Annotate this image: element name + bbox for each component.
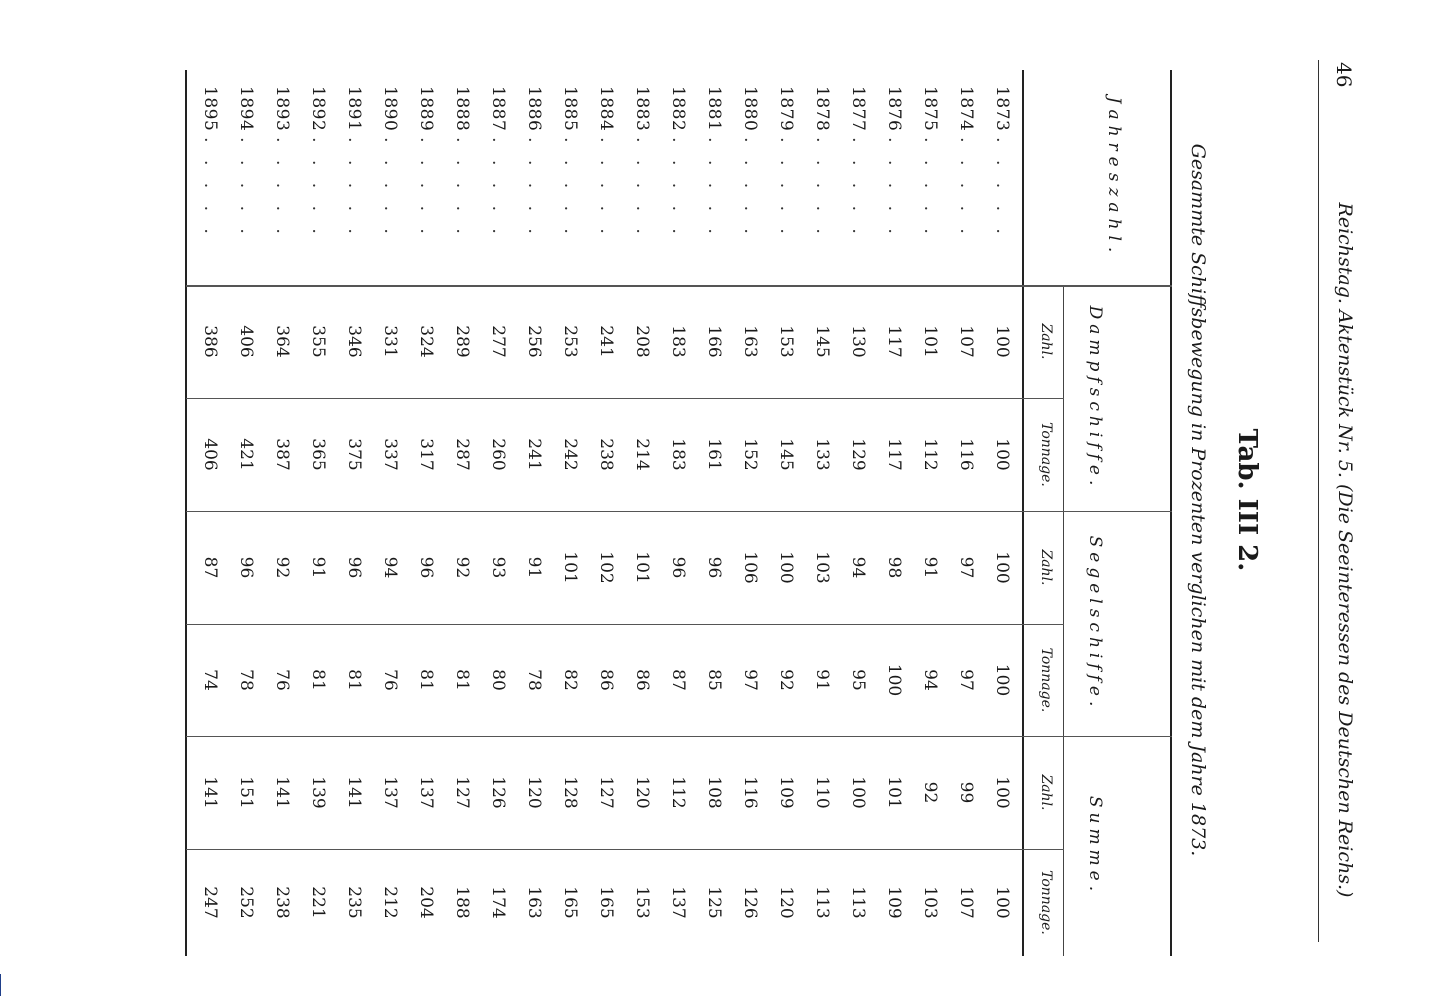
sail-count-cell: 100 [992, 551, 1012, 584]
steam-count-cell: 277 [488, 325, 508, 358]
year-cell [992, 70, 1012, 285]
sail-tonnage-cell: 76 [380, 669, 400, 691]
sail-count-cell: 102 [596, 551, 616, 584]
sail-tonnage-cell: 86 [596, 669, 616, 691]
subheader-sail-tonnage: Tonnage. [1038, 647, 1054, 713]
leader-dots: . . . . . [236, 137, 256, 240]
steam-count-cell: 241 [596, 325, 616, 358]
header-sailing-ships: Segelschiffe. [1085, 535, 1105, 712]
leader-dots: . . . . . [560, 137, 580, 240]
sum-tonnage-cell: 100 [992, 886, 1012, 919]
sum-tonnage-cell: 238 [272, 886, 292, 919]
sum-count-cell: 141 [344, 776, 364, 809]
sum-tonnage-cell: 204 [416, 886, 436, 919]
sum-tonnage-cell: 109 [884, 886, 904, 919]
sail-count-cell: 106 [740, 551, 760, 584]
leader-dots: . . . . . [596, 137, 616, 240]
sum-tonnage-cell: 235 [344, 886, 364, 919]
year-value: 1877 [848, 86, 868, 132]
sail-count-cell: 98 [884, 556, 904, 579]
steam-count-cell: 117 [884, 325, 904, 358]
steam-tonnage-cell: 183 [668, 438, 688, 471]
subheader-steam-count: Zahl. [1038, 323, 1054, 360]
sail-tonnage-cell: 87 [668, 669, 688, 691]
year-value: 1892 [308, 86, 328, 132]
sum-tonnage-cell: 212 [380, 886, 400, 919]
steam-count-cell: 364 [272, 325, 292, 358]
year-value: 1891 [344, 86, 364, 132]
year-cell [812, 70, 832, 285]
sail-tonnage-cell: 78 [524, 669, 544, 691]
leader-dots: . . . . . [308, 137, 328, 240]
year-cell [380, 70, 400, 285]
table-bottom-rule [185, 70, 187, 956]
table-title: Tab. III 2. [1232, 428, 1262, 572]
table-row [408, 70, 444, 956]
sum-count-cell: 128 [560, 776, 580, 809]
year-cell [776, 70, 796, 285]
sum-count-cell: 101 [884, 776, 904, 809]
sail-tonnage-cell: 80 [488, 669, 508, 691]
sail-count-cell: 101 [560, 551, 580, 584]
sail-count-cell: 96 [344, 556, 364, 579]
sum-tonnage-cell: 113 [848, 886, 868, 919]
sail-tonnage-cell: 81 [452, 669, 472, 691]
year-cell [560, 70, 580, 285]
year-cell [956, 70, 976, 285]
sum-tonnage-cell: 174 [488, 886, 508, 919]
steam-count-cell: 253 [560, 325, 580, 358]
table-row [876, 70, 912, 956]
leader-dots: . . . . . [920, 137, 940, 240]
leader-dots: . . . . . [740, 137, 760, 240]
sum-tonnage-cell: 120 [776, 886, 796, 919]
header-sum: Summe. [1085, 795, 1105, 897]
table-row [372, 70, 408, 956]
year-cell [344, 70, 364, 285]
sum-tonnage-cell: 247 [200, 886, 220, 919]
sum-count-cell: 120 [524, 776, 544, 809]
table-row [624, 70, 660, 956]
steam-tonnage-cell: 117 [884, 438, 904, 471]
sum-count-cell: 108 [704, 776, 724, 809]
steam-count-cell: 208 [632, 325, 652, 358]
sail-tonnage-cell: 97 [956, 669, 976, 691]
leader-dots: . . . . . [488, 137, 508, 240]
sum-count-cell: 137 [416, 776, 436, 809]
group-header-rule [1063, 285, 1064, 956]
year-value: 1874 [956, 86, 976, 132]
leader-dots: . . . . . [524, 137, 544, 240]
steam-tonnage-cell: 287 [452, 438, 472, 471]
year-value: 1889 [416, 86, 436, 132]
sum-count-cell: 99 [956, 781, 976, 804]
year-value: 1873 [992, 86, 1012, 132]
sum-count-cell: 112 [668, 776, 688, 809]
leader-dots: . . . . . [812, 137, 832, 240]
year-cell [272, 70, 292, 285]
sail-tonnage-cell: 82 [560, 669, 580, 691]
sail-tonnage-cell: 81 [344, 669, 364, 691]
year-value: 1875 [920, 86, 940, 132]
sail-count-cell: 94 [380, 556, 400, 579]
steam-count-cell: 324 [416, 325, 436, 358]
sum-count-cell: 120 [632, 776, 652, 809]
table-row [264, 70, 300, 956]
sum-tonnage-cell: 103 [920, 886, 940, 919]
sail-count-cell: 96 [236, 556, 256, 579]
table-row [912, 70, 948, 956]
leader-dots: . . . . . [344, 137, 364, 240]
sail-tonnage-cell: 74 [200, 669, 220, 691]
steam-count-cell: 331 [380, 325, 400, 358]
steam-tonnage-cell: 145 [776, 438, 796, 471]
year-value: 1876 [884, 86, 904, 132]
sail-tonnage-cell: 100 [992, 663, 1012, 697]
table-row [228, 70, 264, 956]
running-title: Reichstag. Aktenstück Nr. 5. (Die Seeinteressen des Deutschen Reichs.) [1334, 202, 1356, 898]
year-cell [524, 70, 544, 285]
steam-count-cell: 289 [452, 325, 472, 358]
sum-tonnage-cell: 188 [452, 886, 472, 919]
sum-count-cell: 127 [452, 776, 472, 809]
sail-tonnage-cell: 97 [740, 669, 760, 691]
subheader-steam-tonnage: Tonnage. [1038, 422, 1054, 487]
sum-count-cell: 110 [812, 776, 832, 809]
leader-dots: . . . . . [776, 137, 796, 240]
sum-count-cell: 141 [200, 776, 220, 809]
table-row [336, 70, 372, 956]
steam-count-cell: 107 [956, 325, 976, 358]
sum-count-cell: 100 [992, 776, 1012, 809]
sail-count-cell: 92 [452, 556, 472, 579]
sum-tonnage-cell: 221 [308, 886, 328, 919]
sail-tonnage-cell: 76 [272, 669, 292, 691]
table-row [588, 70, 624, 956]
leader-dots: . . . . . [704, 137, 724, 240]
steam-count-cell: 166 [704, 325, 724, 358]
year-cell [740, 70, 760, 285]
steam-count-cell: 183 [668, 325, 688, 358]
table-row [552, 70, 588, 956]
sail-tonnage-cell: 81 [416, 669, 436, 691]
steam-tonnage-cell: 152 [740, 438, 760, 471]
year-value: 1885 [560, 86, 580, 132]
table-row [300, 70, 336, 956]
sail-tonnage-cell: 92 [776, 669, 796, 691]
sail-tonnage-cell: 81 [308, 669, 328, 691]
steam-count-cell: 386 [200, 325, 220, 358]
year-value: 1883 [632, 86, 652, 132]
year-cell [488, 70, 508, 285]
sum-tonnage-cell: 165 [596, 886, 616, 919]
page-number: 46 [1332, 62, 1356, 88]
sail-count-cell: 96 [668, 556, 688, 579]
sail-count-cell: 96 [416, 556, 436, 579]
steam-tonnage-cell: 317 [416, 438, 436, 471]
sum-tonnage-cell: 126 [740, 886, 760, 919]
year-value: 1887 [488, 86, 508, 132]
sail-count-cell: 91 [524, 556, 544, 579]
header-rule [1318, 60, 1319, 942]
sum-count-cell: 137 [380, 776, 400, 809]
year-cell [884, 70, 904, 285]
sail-count-cell: 101 [632, 551, 652, 584]
steam-count-cell: 153 [776, 325, 796, 358]
leader-dots: . . . . . [956, 137, 976, 240]
table-row [984, 70, 1020, 956]
leader-dots: . . . . . [272, 137, 292, 240]
year-cell [596, 70, 616, 285]
table-row [660, 70, 696, 956]
sail-tonnage-cell: 78 [236, 669, 256, 691]
sail-tonnage-cell: 95 [848, 669, 868, 691]
steam-tonnage-cell: 406 [200, 438, 220, 471]
year-value: 1886 [524, 86, 544, 132]
sum-tonnage-cell: 137 [668, 886, 688, 919]
table-body [192, 70, 1020, 956]
steam-count-cell: 346 [344, 325, 364, 358]
sail-count-cell: 91 [920, 556, 940, 579]
sum-count-cell: 141 [272, 776, 292, 809]
sum-count-cell: 92 [920, 781, 940, 804]
sail-count-cell: 100 [776, 551, 796, 584]
sail-count-cell: 97 [956, 556, 976, 579]
sum-tonnage-cell: 252 [236, 886, 256, 919]
sum-count-cell: 139 [308, 776, 328, 809]
sail-count-cell: 87 [200, 556, 220, 579]
leader-dots: . . . . . [416, 137, 436, 240]
year-cell [452, 70, 472, 285]
year-value: 1879 [776, 86, 796, 132]
steam-count-cell: 130 [848, 325, 868, 358]
sail-tonnage-cell: 100 [884, 663, 904, 697]
year-value: 1894 [236, 86, 256, 132]
leader-dots: . . . . . [200, 137, 220, 240]
leader-dots: . . . . . [992, 137, 1012, 240]
sail-count-cell: 96 [704, 556, 724, 579]
year-value: 1878 [812, 86, 832, 132]
dfg-logo [0, 974, 1, 996]
steam-tonnage-cell: 129 [848, 438, 868, 471]
table-row [840, 70, 876, 956]
subheader-sum-count: Zahl. [1038, 774, 1054, 811]
steam-count-cell: 406 [236, 325, 256, 358]
sum-count-cell: 126 [488, 776, 508, 809]
leader-dots: . . . . . [632, 137, 652, 240]
steam-tonnage-cell: 241 [524, 438, 544, 471]
steam-tonnage-cell: 112 [920, 438, 940, 471]
table-row [732, 70, 768, 956]
table-row [192, 70, 228, 956]
steam-tonnage-cell: 375 [344, 438, 364, 471]
footer-text [0, 540, 1, 970]
steam-tonnage-cell: 421 [236, 438, 256, 471]
year-cell [704, 70, 724, 285]
sum-tonnage-cell: 125 [704, 886, 724, 919]
steam-count-cell: 145 [812, 325, 832, 358]
steam-count-cell: 100 [992, 325, 1012, 358]
table-row [804, 70, 840, 956]
leader-dots: . . . . . [848, 137, 868, 240]
year-cell [848, 70, 868, 285]
table-row [444, 70, 480, 956]
year-value: 1884 [596, 86, 616, 132]
steam-tonnage-cell: 387 [272, 438, 292, 471]
sail-count-cell: 91 [308, 556, 328, 579]
leader-dots: . . . . . [668, 137, 688, 240]
steam-tonnage-cell: 214 [632, 438, 652, 471]
year-cell [416, 70, 436, 285]
table-header-rule [1022, 70, 1024, 956]
steam-count-cell: 256 [524, 325, 544, 358]
table-row [516, 70, 552, 956]
sail-tonnage-cell: 85 [704, 669, 724, 691]
leader-dots: . . . . . [380, 137, 400, 240]
table-row [768, 70, 804, 956]
sum-count-cell: 127 [596, 776, 616, 809]
year-cell [668, 70, 688, 285]
sum-tonnage-cell: 163 [524, 886, 544, 919]
sail-count-cell: 93 [488, 556, 508, 579]
sail-tonnage-cell: 86 [632, 669, 652, 691]
steam-tonnage-cell: 116 [956, 438, 976, 471]
steam-count-cell: 163 [740, 325, 760, 358]
steam-tonnage-cell: 161 [704, 438, 724, 471]
steam-count-cell: 101 [920, 325, 940, 358]
sum-count-cell: 116 [740, 776, 760, 809]
table-row [480, 70, 516, 956]
subheader-sum-tonnage: Tonnage. [1038, 870, 1054, 935]
steam-tonnage-cell: 365 [308, 438, 328, 471]
steam-tonnage-cell: 337 [380, 438, 400, 471]
sum-tonnage-cell: 153 [632, 886, 652, 919]
steam-tonnage-cell: 100 [992, 438, 1012, 471]
sail-tonnage-cell: 91 [812, 669, 832, 691]
sum-count-cell: 109 [776, 776, 796, 809]
year-value: 1895 [200, 86, 220, 132]
year-value: 1880 [740, 86, 760, 132]
year-cell [308, 70, 328, 285]
steam-tonnage-cell: 260 [488, 438, 508, 471]
year-value: 1881 [704, 86, 724, 132]
header-steamships: Dampfschiffe. [1085, 305, 1105, 491]
subheader-sail-count: Zahl. [1038, 549, 1054, 586]
steam-tonnage-cell: 238 [596, 438, 616, 471]
leader-dots: . . . . . [884, 137, 904, 240]
steam-tonnage-cell: 133 [812, 438, 832, 471]
header-year: Jahreszahl. [1104, 96, 1124, 259]
leader-dots: . . . . . [452, 137, 472, 240]
sum-tonnage-cell: 107 [956, 886, 976, 919]
year-cell [236, 70, 256, 285]
year-cell [632, 70, 652, 285]
year-value: 1893 [272, 86, 292, 132]
year-cell [200, 70, 220, 285]
year-value: 1890 [380, 86, 400, 132]
table-row [948, 70, 984, 956]
table-top-rule [1170, 70, 1172, 956]
table-row [696, 70, 732, 956]
sum-count-cell: 151 [236, 776, 256, 809]
sum-tonnage-cell: 113 [812, 886, 832, 919]
sail-tonnage-cell: 94 [920, 669, 940, 691]
steam-tonnage-cell: 242 [560, 438, 580, 471]
sum-tonnage-cell: 165 [560, 886, 580, 919]
sail-count-cell: 92 [272, 556, 292, 579]
sum-count-cell: 100 [848, 776, 868, 809]
year-value: 1888 [452, 86, 472, 132]
year-value: 1882 [668, 86, 688, 132]
steam-count-cell: 355 [308, 325, 328, 358]
table-subtitle: Gesammte Schiffsbewegung in Prozenten verglichen mit dem Jahre 1873. [1187, 143, 1209, 857]
year-cell [920, 70, 940, 285]
sail-count-cell: 103 [812, 551, 832, 584]
sail-count-cell: 94 [848, 556, 868, 579]
